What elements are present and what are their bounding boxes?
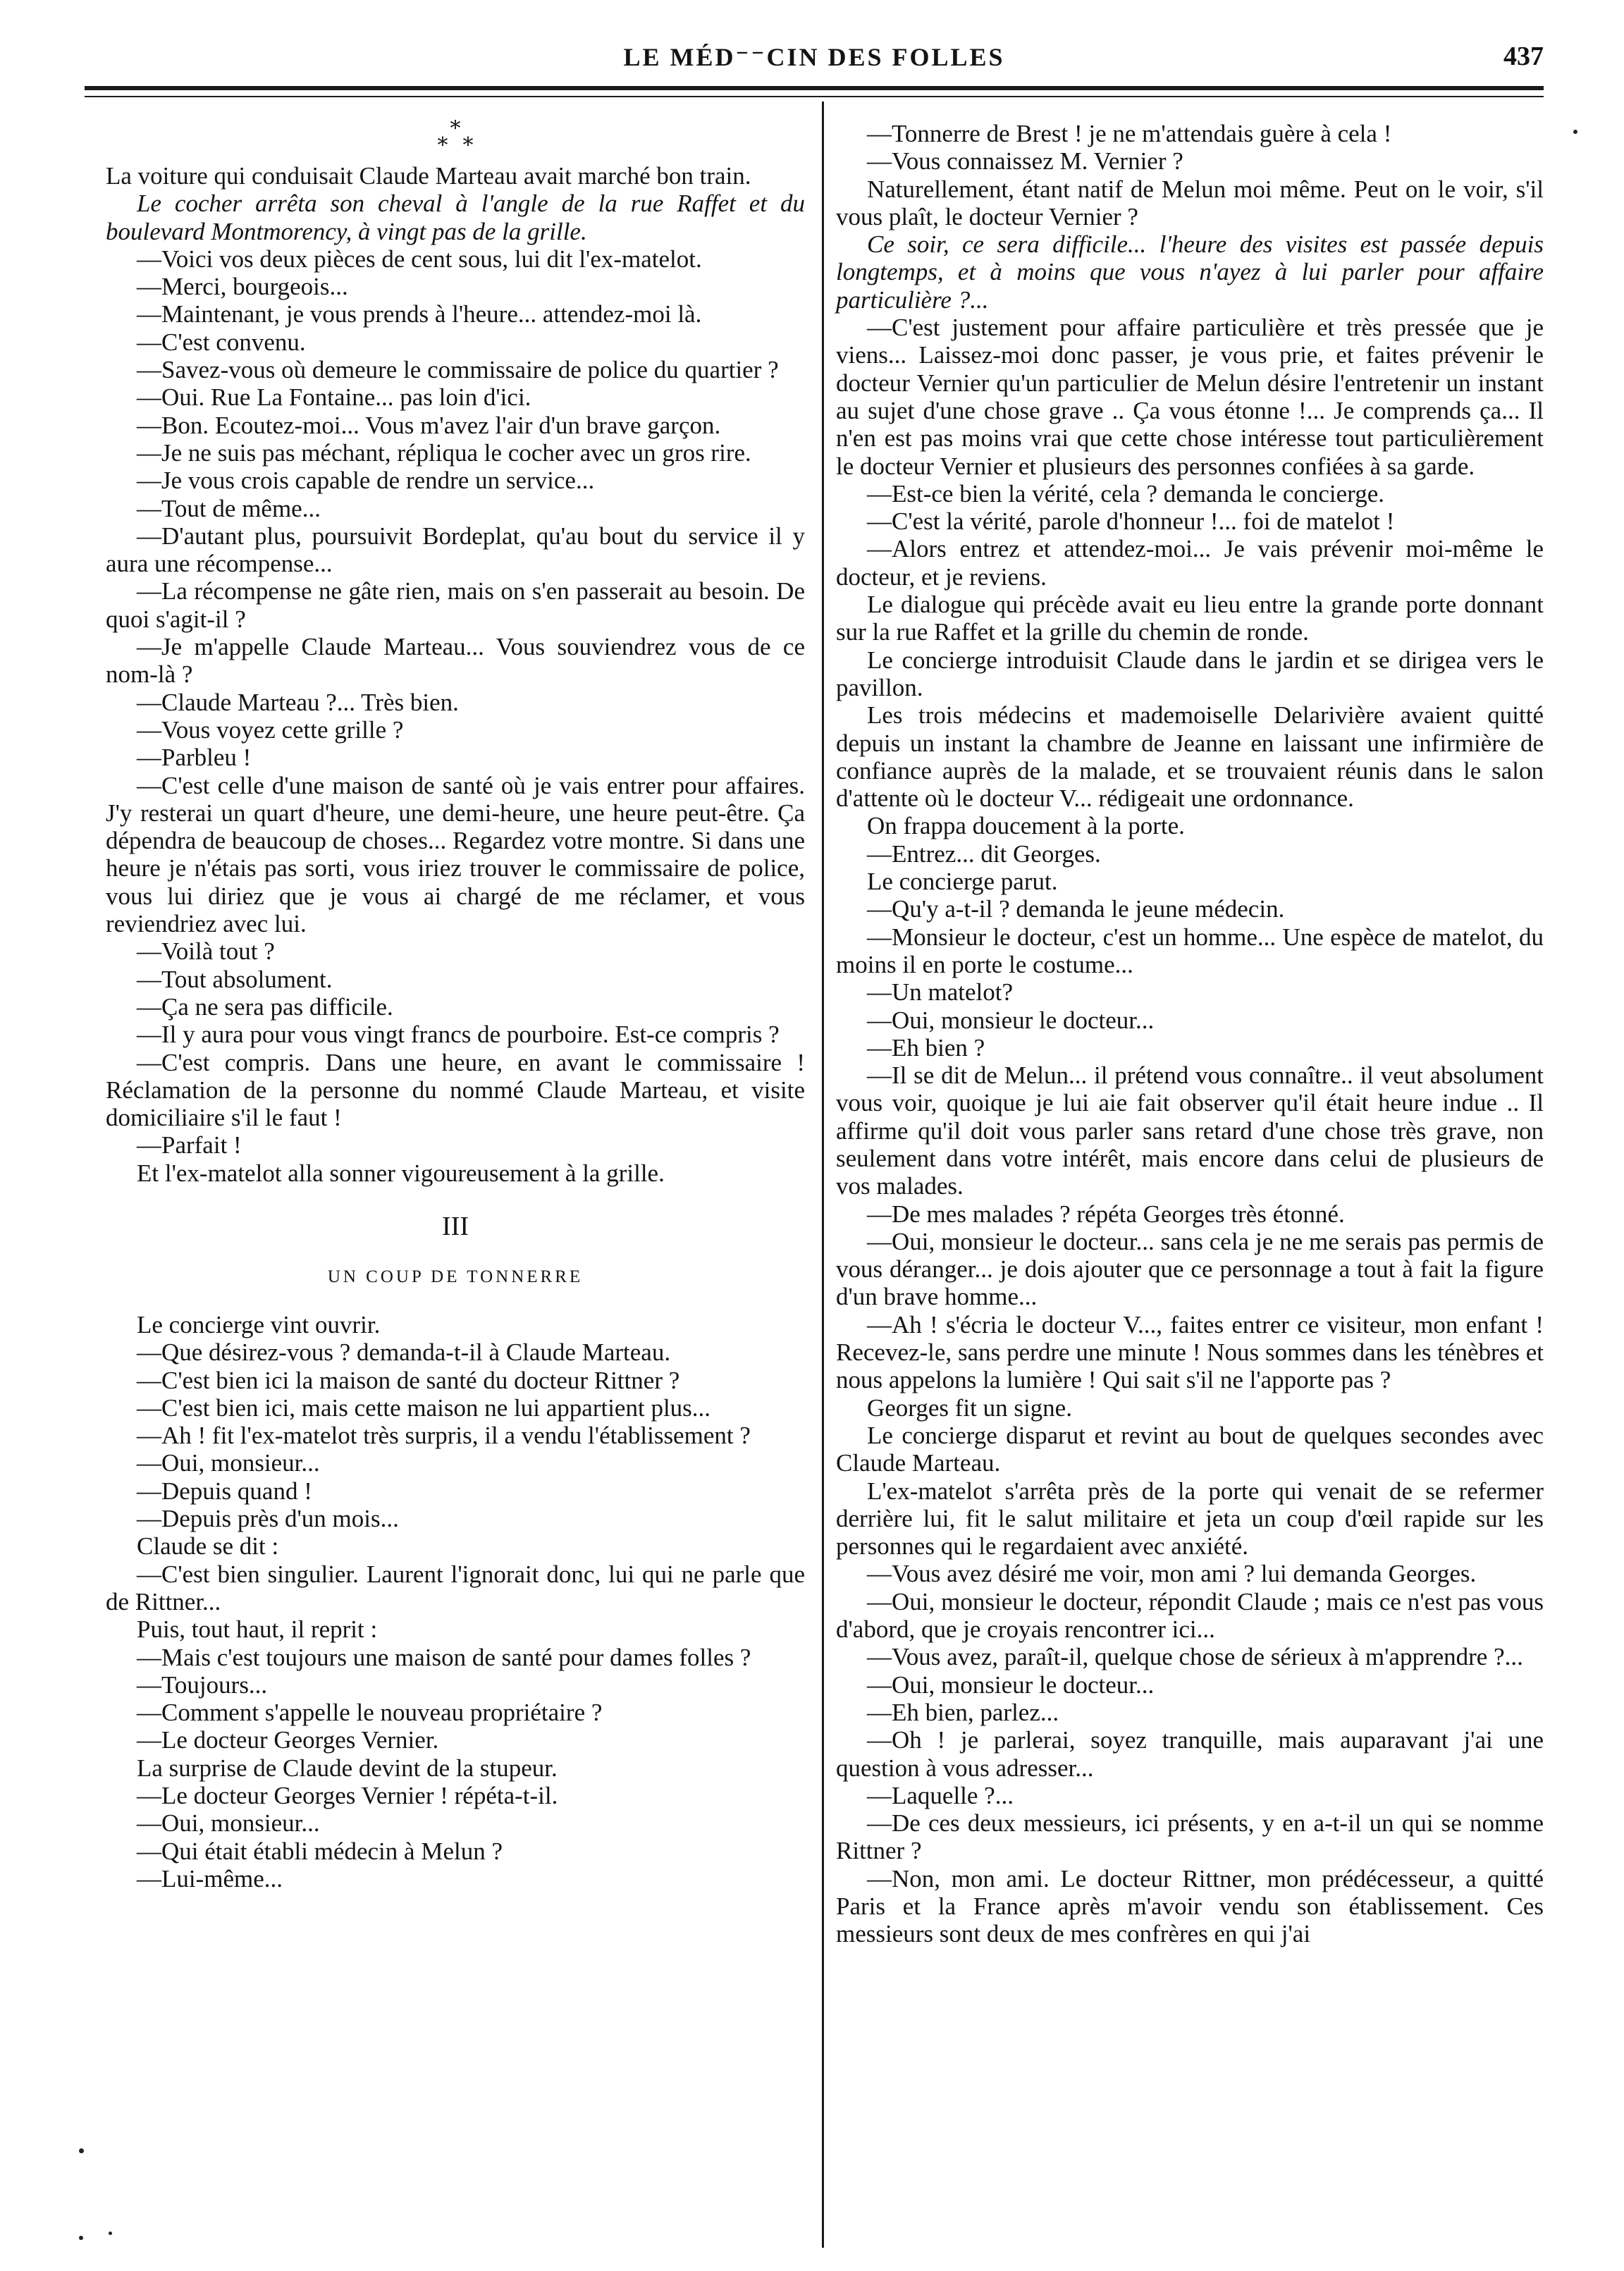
right-column [836, 120, 1544, 1948]
paragraph: —Voilà tout ? [137, 937, 275, 966]
paragraph: —La récompense ne gâte rien, mais on s'en passerait au besoin. De quoi s'agit-il ? [106, 577, 805, 633]
paragraph: —Vous avez désiré me voir, mon ami ? lui demanda Georges. [867, 1560, 1477, 1588]
paragraph: —Maintenant, je vous prends à l'heure... attendez-moi là. [137, 300, 702, 328]
chapter-title: UN COUP DE TONNERRE [327, 1267, 584, 1286]
paragraph: —D'autant plus, poursuivit Bordeplat, qu'au bout du service il y aura une récompense... [106, 522, 805, 578]
paragraph: —C'est la vérité, parole d'honneur !... foi de matelot ! [867, 507, 1395, 536]
paragraph: Puis, tout haut, il reprit : [137, 1615, 378, 1644]
paragraph: —Il se dit de Melun... il prétend vous connaître.. il veut absolument vous voir, quoique je lui aie fait observer qu'il était heure indue .. Il affirme qu'il doit vous parler sans retard d'une chose très grave, non seulement dans votre intérêt, mais encore dans celui de plusieurs de vos malades. [836, 1061, 1544, 1200]
paragraph: —C'est convenu. [137, 328, 306, 356]
print-speck [1573, 130, 1577, 134]
paragraph: —Le docteur Georges Vernier ! répéta-t-il. [137, 1782, 558, 1810]
paragraph: —Merci, bourgeois... [137, 273, 348, 301]
paragraph: —Laquelle ?... [867, 1781, 1014, 1809]
paragraph: —Oui, monsieur le docteur, répondit Claude ; mais ce n'est pas vous d'abord, que je croyais rencontrer ici... [836, 1587, 1544, 1644]
header-rule-thick [85, 86, 1544, 90]
right-paragraphs [836, 120, 1544, 1948]
paragraph: —Savez-vous où demeure le commissaire de police du quartier ? [137, 356, 779, 384]
paragraph: —Un matelot? [867, 978, 1014, 1007]
paragraph: —Depuis quand ! [137, 1477, 312, 1505]
paragraph: —Eh bien, parlez... [867, 1698, 1059, 1726]
paragraph: —Mais c'est toujours une maison de santé pour dames folles ? [137, 1643, 751, 1671]
paragraph: —Ça ne sera pas difficile. [137, 992, 393, 1021]
paragraph: —Alors entrez et attendez-moi... Je vais prévenir moi-même le docteur, et je reviens. [836, 535, 1544, 591]
paragraph: —Qu'y a-t-il ? demanda le jeune médecin. [867, 895, 1285, 923]
paragraph: —Bon. Ecoutez-moi... Vous m'avez l'air d'un brave garçon. [137, 411, 721, 439]
paragraph: Le concierge introduisit Claude dans le jardin et se dirigea vers le pavillon. [836, 646, 1544, 701]
paragraph: —Parfait ! [137, 1131, 242, 1159]
paragraph: —Tout de même... [137, 494, 321, 522]
paragraph: La surprise de Claude devint de la stupeur. [137, 1754, 558, 1782]
page-header [85, 39, 1544, 82]
paragraph: L'ex-matelot s'arrêta près de la porte qui venait de se refermer derrière lui, fit le salut militaire et jeta un coup d'œil rapide sur les personnes qui le regardaient avec anxiété. [836, 1477, 1544, 1561]
paragraph: —Eh bien ? [867, 1033, 985, 1061]
paragraph: Naturellement, étant natif de Melun moi même. Peut on le voir, s'il vous plaît, le docteur Vernier ? [836, 175, 1544, 230]
svg-text:*: * [462, 133, 474, 158]
paragraph: Le concierge parut. [867, 868, 1058, 896]
paragraph: —Voici vos deux pièces de cent sous, lui dit l'ex-matelot. [137, 245, 702, 273]
header-rule-thin [85, 96, 1544, 97]
column-divider [822, 101, 824, 2248]
paragraph: —Oui, monsieur... [137, 1809, 320, 1838]
paragraph: —Claude Marteau ?... Très bien. [137, 688, 459, 716]
page-number: 437 [1503, 42, 1544, 71]
paragraph: —C'est bien singulier. Laurent l'ignorait donc, lui qui ne parle que de Rittner... [106, 1560, 805, 1615]
paragraph: —Je ne suis pas méchant, répliqua le cocher avec un gros rire. [137, 438, 751, 467]
print-speck [79, 2148, 84, 2153]
paragraph: —Oh ! je parlerai, soyez tranquille, mais auparavant j'ai une question à vous adresser... [836, 1726, 1544, 1782]
paragraph: —Vous connaissez M. Vernier ? [867, 147, 1183, 176]
chapter-number: III [442, 1211, 469, 1241]
svg-text:*: * [437, 133, 448, 158]
paragraph: —Ah ! fit l'ex-matelot très surpris, il a vendu l'établissement ? [137, 1422, 751, 1450]
chapter-paragraphs [106, 1311, 805, 1892]
paragraph: —Tout absolument. [137, 965, 333, 993]
left-column [106, 120, 805, 1892]
paragraph: Le cocher arrêta son cheval à l'angle de la rue Raffet et du boulevard Montmorency, à vingt pas de la grille. [106, 190, 805, 245]
paragraph: —Est-ce bien la vérité, cela ? demanda le concierge. [867, 479, 1384, 507]
paragraph: —Entrez... dit Georges. [867, 839, 1101, 868]
section-ornament [106, 120, 805, 161]
paragraph: Georges fit un signe. [867, 1393, 1072, 1422]
paragraph: Ce soir, ce sera difficile... l'heure des visites est passée depuis longtemps, et à moins que vous n'ayez à lui parler pour affaire particulière ?... [836, 230, 1544, 314]
paragraph: —Lui-même... [137, 1864, 283, 1892]
paragraph: —Oui, monsieur... [137, 1449, 320, 1477]
paragraph: —De ces deux messieurs, ici présents, y en a-t-il un qui se nomme Rittner ? [836, 1809, 1544, 1865]
paragraph: —Tonnerre de Brest ! je ne m'attendais guère à cela ! [867, 120, 1392, 147]
paragraph: Le concierge disparut et revint au bout de quelques secondes avec Claude Marteau. [836, 1421, 1544, 1477]
print-speck [79, 2236, 83, 2240]
paragraph: —Qui était établi médecin à Melun ? [137, 1837, 503, 1865]
paragraph: —C'est compris. Dans une heure, en avant le commissaire ! Réclamation de la personne du nommé Claude Marteau, et visite domiciliaire s'il le faut ! [106, 1048, 805, 1132]
paragraph: La voiture qui conduisait Claude Marteau avait marché bon train. [106, 162, 751, 190]
paragraph: Le dialogue qui précède avait eu lieu entre la grande porte donnant sur la rue Raffet et la grille du chemin de ronde. [836, 591, 1544, 646]
paragraph: —De mes malades ? répéta Georges très étonné. [867, 1200, 1345, 1228]
paragraph: —Depuis près d'un mois... [137, 1505, 399, 1533]
paragraph: —Monsieur le docteur, c'est un homme... Une espèce de matelot, du moins il en porte le costume... [836, 923, 1544, 978]
asterism-icon [427, 120, 484, 158]
running-title: LE MÉD⁻⁻CIN DES FOLLES [623, 43, 1005, 71]
paragraph: —Toujours... [137, 1670, 268, 1699]
paragraph: —Oui, monsieur le docteur... [867, 1006, 1155, 1034]
paragraph: —C'est bien ici, mais cette maison ne lui appartient plus... [137, 1393, 711, 1422]
paragraph: —C'est celle d'une maison de santé où je vais entrer pour affaires. J'y resterai un quart d'heure, une demi-heure, une heure peut-être. Ça dépendra de beaucoup de choses... Regardez votre montre. Si dans une heure je n'étais pas sorti, vous iriez trouver le commissaire de police, vous lui diriez que je vous ai chargé de me réclamer, et vous reviendriez avec lui. [106, 771, 805, 938]
paragraph: Le concierge vint ouvrir. [137, 1310, 381, 1338]
paragraph: On frappa doucement à la porte. [867, 812, 1185, 840]
paragraph: —Je m'appelle Claude Marteau... Vous souviendrez vous de ce nom-là ? [106, 633, 805, 689]
paragraph: —Comment s'appelle le nouveau propriétaire ? [137, 1699, 603, 1727]
paragraph: —Oui, monsieur le docteur... sans cela je ne me serais pas permis de vous déranger... je dois ajouter que ce personnage a tout à fait la figure d'un brave homme... [836, 1227, 1544, 1311]
paragraph: —Il y aura pour vous vingt francs de pourboire. Est-ce compris ? [137, 1021, 780, 1049]
paragraph: Les trois médecins et mademoiselle Delarivière avaient quitté depuis un instant la chambre de Jeanne en laissant une infirmière de confiance auprès de la malade, et se trouvaient réunis dans le salon d'attente où le docteur V... rédigeait une ordonnance. [836, 701, 1544, 813]
paragraph: —C'est justement pour affaire particulière et très pressée que je viens... Laissez-moi donc passer, je vous prie, et faites prévenir le docteur Vernier qu'un particulier de Melun désire l'entretenir un instant au sujet d'une chose grave .. Ça vous étonne !... Je comprends ça... Il n'en est pas moins vrai que cette chose intéresse tout particulièrement le docteur Vernier et plusieurs des personnes confiées à sa garde. [836, 314, 1544, 480]
paragraph: —C'est bien ici la maison de santé du docteur Rittner ? [137, 1366, 680, 1394]
left-paragraphs [106, 162, 805, 1187]
paragraph: —Ah ! s'écria le docteur V..., faites entrer ce visiteur, mon enfant ! Recevez-le, sans perdre une minute ! Nous sommes dans les ténèbres et nous appelons la lumière ! Qui sait s'il ne l'apporte pas ? [836, 1310, 1544, 1394]
paragraph: —Oui, monsieur le docteur... [867, 1670, 1155, 1699]
print-speck [109, 2232, 112, 2235]
paragraph: Claude se dit : [137, 1532, 279, 1561]
svg-text:*: * [450, 120, 461, 141]
paragraph: —Vous avez, paraît-il, quelque chose de sérieux à m'apprendre ?... [867, 1643, 1523, 1671]
paragraph: —Vous voyez cette grille ? [137, 715, 404, 744]
paragraph: —Oui. Rue La Fontaine... pas loin d'ici. [137, 383, 531, 412]
paragraph: —Le docteur Georges Vernier. [137, 1726, 439, 1754]
paragraph: Et l'ex-matelot alla sonner vigoureusement à la grille. [137, 1159, 665, 1187]
paragraph: —Parbleu ! [137, 744, 252, 772]
paragraph: —Non, mon ami. Le docteur Rittner, mon prédécesseur, a quitté Paris et la France après m'avoir vendu son établissement. Ces messieurs sont deux de mes confrères en qui j'ai [836, 1864, 1544, 1948]
paragraph: —Je vous crois capable de rendre un service... [137, 467, 595, 495]
paragraph: —Que désirez-vous ? demanda-t-il à Claude Marteau. [137, 1338, 671, 1367]
